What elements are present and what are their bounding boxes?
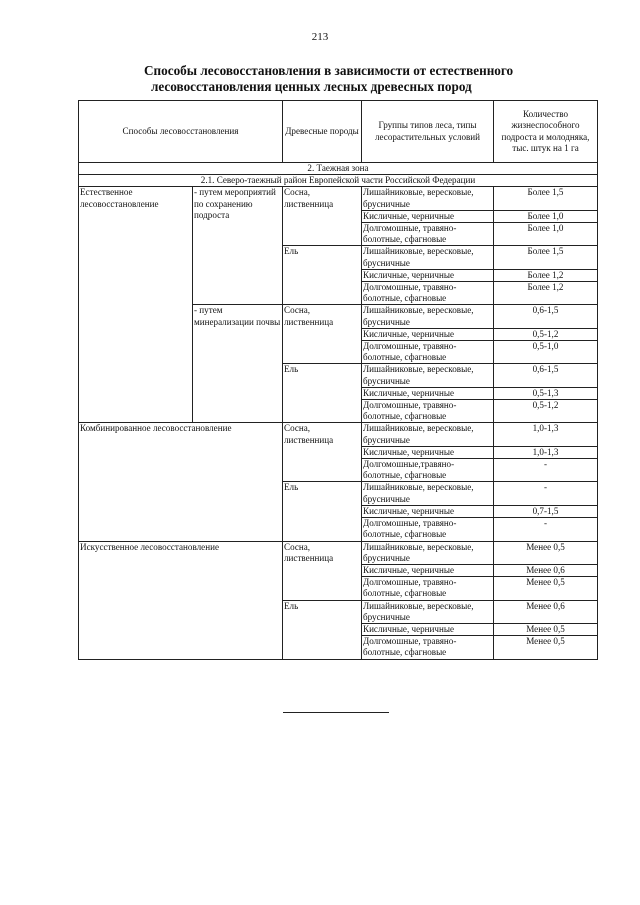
type-cell: Долгомошные,травяно-болотные, сфагновые	[362, 459, 494, 482]
table-row	[79, 423, 598, 446]
header-method: Способы лесовосстановления	[79, 101, 283, 163]
type-cell: Кисличные, черничные	[362, 328, 494, 340]
species-pine-larch: Сосна, лиственница	[283, 541, 362, 600]
footnote-separator	[283, 712, 389, 713]
type-cell: Долгомошные, травяно-болотные, сфагновые	[362, 518, 494, 541]
region-cell: 2.1. Северо-таежный район Европейской части Российской Федерации	[79, 175, 598, 187]
method-artificial: Искусственное лесовосстановление	[79, 541, 283, 659]
type-cell: Лишайниковые, вересковые, брусничные	[362, 187, 494, 210]
value-cell: Более 1,2	[494, 269, 598, 281]
header-forest-types: Группы типов леса, типы лесорастительных условий	[362, 101, 494, 163]
species-pine-larch: Сосна, лиственница	[283, 187, 362, 246]
value-cell: Более 1,2	[494, 282, 598, 305]
type-cell: Долгомошные, травяно-болотные, сфагновые	[362, 341, 494, 364]
species-pine-larch: Сосна, лиственница	[283, 423, 362, 482]
type-cell: Кисличные, черничные	[362, 623, 494, 635]
type-cell: Кисличные, черничные	[362, 269, 494, 281]
type-cell: Кисличные, черничные	[362, 387, 494, 399]
title-line-1: Способы лесовосстановления в зависимости от естественного	[144, 63, 514, 78]
type-cell: Долгомошные, травяно-болотные, сфагновые	[362, 400, 494, 423]
value-cell: Более 1,5	[494, 187, 598, 210]
value-cell: -	[494, 459, 598, 482]
type-cell: Лишайниковые, вересковые, брусничные	[362, 482, 494, 505]
type-cell: Кисличные, черничные	[362, 446, 494, 458]
type-cell: Лишайниковые, вересковые, брусничные	[362, 600, 494, 623]
value-cell: 1,0-1,3	[494, 423, 598, 446]
type-cell: Кисличные, черничные	[362, 564, 494, 576]
value-cell: Более 1,0	[494, 210, 598, 222]
value-cell: 0,6-1,5	[494, 305, 598, 328]
title-line-2: лесовосстановления ценных лесных древесных пород	[151, 79, 472, 94]
value-cell: 0,5-1,3	[494, 387, 598, 399]
table-row	[79, 187, 598, 210]
method-natural-sub2: - путем минерализации почвы	[193, 305, 283, 423]
page-number: 213	[311, 31, 329, 43]
method-natural: Естественное лесовосстановление	[79, 187, 193, 423]
value-cell: Более 1,0	[494, 223, 598, 246]
header-quantity: Количество жизнеспособного подроста и молодняка, тыс. штук на 1 га	[494, 101, 598, 163]
value-cell: 0,5-1,0	[494, 341, 598, 364]
value-cell: 0,5-1,2	[494, 328, 598, 340]
value-cell: 0,7-1,5	[494, 505, 598, 517]
type-cell: Долгомошные, травяно-болотные, сфагновые	[362, 577, 494, 600]
value-cell: -	[494, 482, 598, 505]
type-cell: Лишайниковые, вересковые, брусничные	[362, 364, 494, 387]
value-cell: Менее 0,6	[494, 564, 598, 576]
species-spruce: Ель	[283, 482, 362, 541]
value-cell: Менее 0,5	[494, 636, 598, 659]
species-pine-larch: Сосна, лиственница	[283, 305, 362, 364]
value-cell: Менее 0,5	[494, 623, 598, 635]
type-cell: Кисличные, черничные	[362, 210, 494, 222]
type-cell: Долгомошные, травяно-болотные, сфагновые	[362, 223, 494, 246]
header-row	[79, 101, 598, 163]
method-natural-sub1: - путем мероприятий по сохранению подроста	[193, 187, 283, 305]
document-title	[78, 63, 640, 95]
table-row	[79, 541, 598, 564]
method-combined: Комбинированное лесовосстановление	[79, 423, 283, 541]
region-row	[79, 175, 598, 187]
value-cell: 0,6-1,5	[494, 364, 598, 387]
value-cell: 1,0-1,3	[494, 446, 598, 458]
type-cell: Кисличные, черничные	[362, 505, 494, 517]
type-cell: Долгомошные, травяно-болотные, сфагновые	[362, 636, 494, 659]
species-spruce: Ель	[283, 600, 362, 659]
value-cell: Менее 0,5	[494, 577, 598, 600]
type-cell: Лишайниковые, вересковые, брусничные	[362, 541, 494, 564]
header-species: Древесные породы	[283, 101, 362, 163]
value-cell: 0,5-1,2	[494, 400, 598, 423]
value-cell: Менее 0,5	[494, 541, 598, 564]
type-cell: Лишайниковые, вересковые, брусничные	[362, 423, 494, 446]
type-cell: Долгомошные, травяно-болотные, сфагновые	[362, 282, 494, 305]
species-spruce: Ель	[283, 364, 362, 423]
value-cell: Менее 0,6	[494, 600, 598, 623]
type-cell: Лишайниковые, вересковые, брусничные	[362, 305, 494, 328]
species-spruce: Ель	[283, 246, 362, 305]
zone-row	[79, 163, 598, 175]
value-cell: Более 1,5	[494, 246, 598, 269]
type-cell: Лишайниковые, вересковые, брусничные	[362, 246, 494, 269]
value-cell: -	[494, 518, 598, 541]
reforestation-table	[78, 100, 598, 660]
zone-cell: 2. Таежная зона	[79, 163, 598, 175]
